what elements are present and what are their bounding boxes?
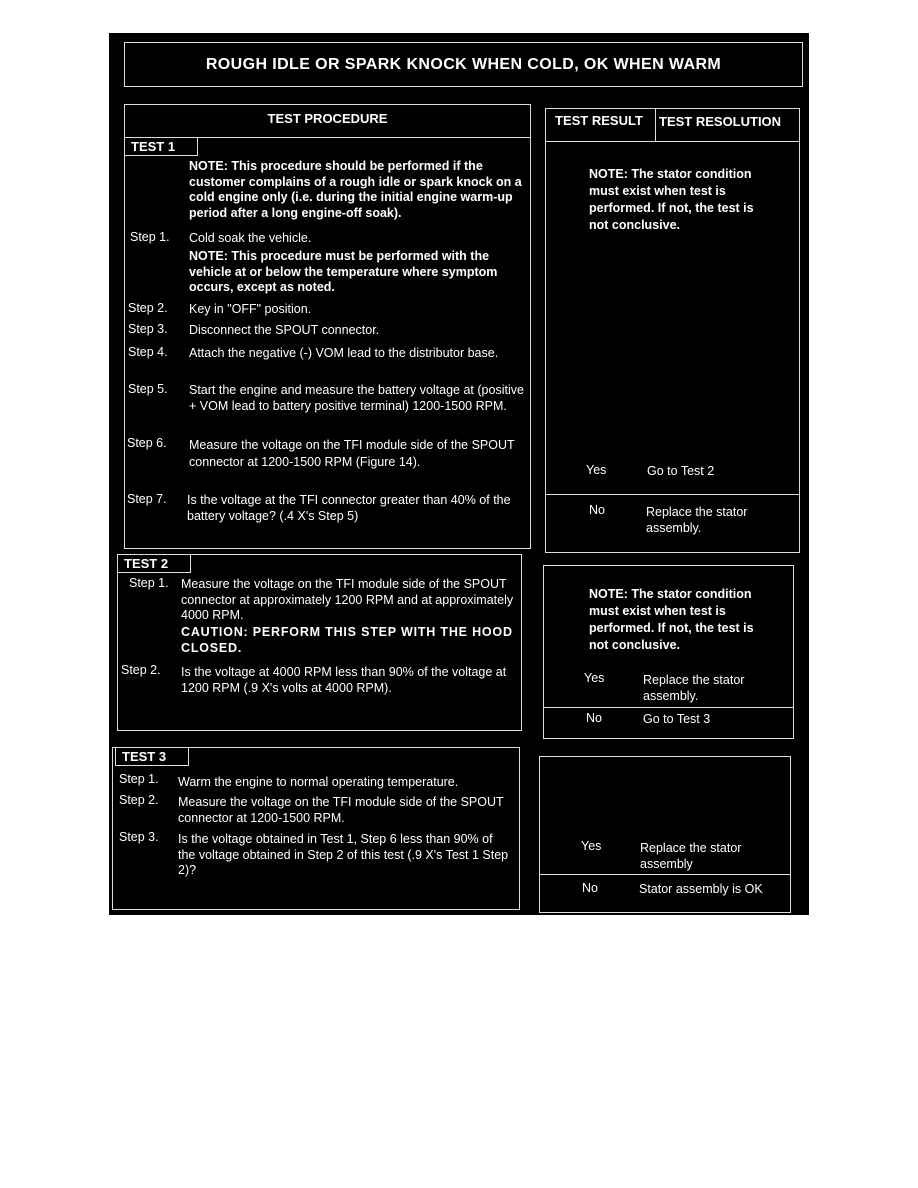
test1-step4-text: Attach the negative (-) VOM lead to the distributor base. [189, 346, 499, 360]
procedure-header: TEST PROCEDURE [267, 111, 388, 126]
test2-result-note: NOTE: The stator condition must exist when test is performed. If not, the test is not conclusive. [589, 587, 754, 652]
test3-no-resolution: Stator assembly is OK [639, 882, 763, 896]
test1-step1-num: Step 1. [130, 230, 170, 244]
result-header: TEST RESULT [555, 113, 643, 128]
test2-step1-num: Step 1. [129, 576, 169, 590]
test1-step6-text: Measure the voltage on the TFI module side of the SPOUT connector at 1200-1500 RPM (Figure 14). [189, 438, 515, 469]
test1-step2-text: Key in "OFF" position. [189, 302, 312, 316]
test3-label: TEST 3 [115, 747, 189, 766]
test3-step2-text: Measure the voltage on the TFI module side of the SPOUT connector at 1200-1500 RPM. [178, 795, 504, 825]
test1-step7-text: Is the voltage at the TFI connector greater than 40% of the battery voltage? (.4 X's Step 5) [187, 493, 511, 523]
test1-step5-text: Start the engine and measure the battery voltage at (positive + VOM lead to battery positive terminal) 1200-1500 RPM. [189, 383, 524, 413]
test1-yes: Yes [586, 463, 607, 477]
test1-yes-resolution: Go to Test 2 [647, 464, 715, 478]
test1-step3-num: Step 3. [128, 322, 168, 336]
test2-step2-num: Step 2. [121, 663, 161, 677]
test3-step3-text: Is the voltage obtained in Test 1, Step 6 less than 90% of the voltage obtained in Step 2 of this test (.9 X's Test 1 Step 2)? [178, 832, 509, 877]
test1-step5-num: Step 5. [128, 382, 168, 396]
test1-step1-note: NOTE: This procedure must be performed with the vehicle at or below the temperature where symptom occurs, except as noted. [189, 249, 498, 294]
test2-label: TEST 2 [117, 554, 191, 573]
test1-no-resolution: Replace the stator assembly. [646, 505, 748, 535]
test1-no: No [589, 503, 605, 517]
resolution-header: TEST RESOLUTION [659, 114, 782, 129]
test1-procedure-panel [124, 104, 531, 549]
test3-procedure-panel [112, 747, 520, 910]
page-title: ROUGH IDLE OR SPARK KNOCK WHEN COLD, OK WHEN WARM [124, 42, 803, 87]
test1-label: TEST 1 [124, 137, 198, 156]
test2-yes-resolution: Replace the stator assembly. [643, 673, 745, 703]
test2-no: No [586, 711, 602, 725]
test1-step3-text: Disconnect the SPOUT connector. [189, 323, 380, 337]
test2-yes: Yes [584, 671, 605, 685]
test2-procedure-panel [117, 554, 522, 731]
test2-no-resolution: Go to Test 3 [643, 712, 711, 726]
test3-yes-resolution: Replace the stator assembly [640, 841, 742, 871]
test2-step1-caution: CAUTION: PERFORM THIS STEP WITH THE HOOD CLOSED. [181, 625, 513, 655]
test1-step6-num: Step 6. [127, 436, 167, 450]
test3-step2-num: Step 2. [119, 793, 159, 807]
test1-step7-num: Step 7. [127, 492, 167, 506]
document-page [109, 33, 809, 915]
test1-intro-note: NOTE: This procedure should be performed if the customer complains of a rough idle or spark knock on a cold engine only (i.e. during the initial engine warm-up period after a long engine-off soak). [189, 159, 522, 220]
test3-yes: Yes [581, 839, 602, 853]
test2-step1-text: Measure the voltage on the TFI module side of the SPOUT connector at approximately 1200 RPM and at approximately 4000 RPM. [181, 577, 514, 622]
test3-result-panel [539, 756, 791, 913]
test2-result-panel [543, 565, 794, 739]
test1-result-note: NOTE: The stator condition must exist when test is performed. If not, the test is not conclusive. [589, 167, 754, 232]
test3-step3-num: Step 3. [119, 830, 159, 844]
test3-step1-num: Step 1. [119, 772, 159, 786]
test1-step1-text: Cold soak the vehicle. [189, 231, 312, 245]
test3-step1-text: Warm the engine to normal operating temperature. [178, 775, 459, 789]
test3-no: No [582, 881, 598, 895]
test2-step2-text: Is the voltage at 4000 RPM less than 90% of the voltage at 1200 RPM (.9 X's volts at 4000 RPM). [181, 665, 507, 695]
test1-result-panel [545, 108, 800, 553]
test1-step2-num: Step 2. [128, 301, 168, 315]
test1-step4-num: Step 4. [128, 345, 168, 359]
